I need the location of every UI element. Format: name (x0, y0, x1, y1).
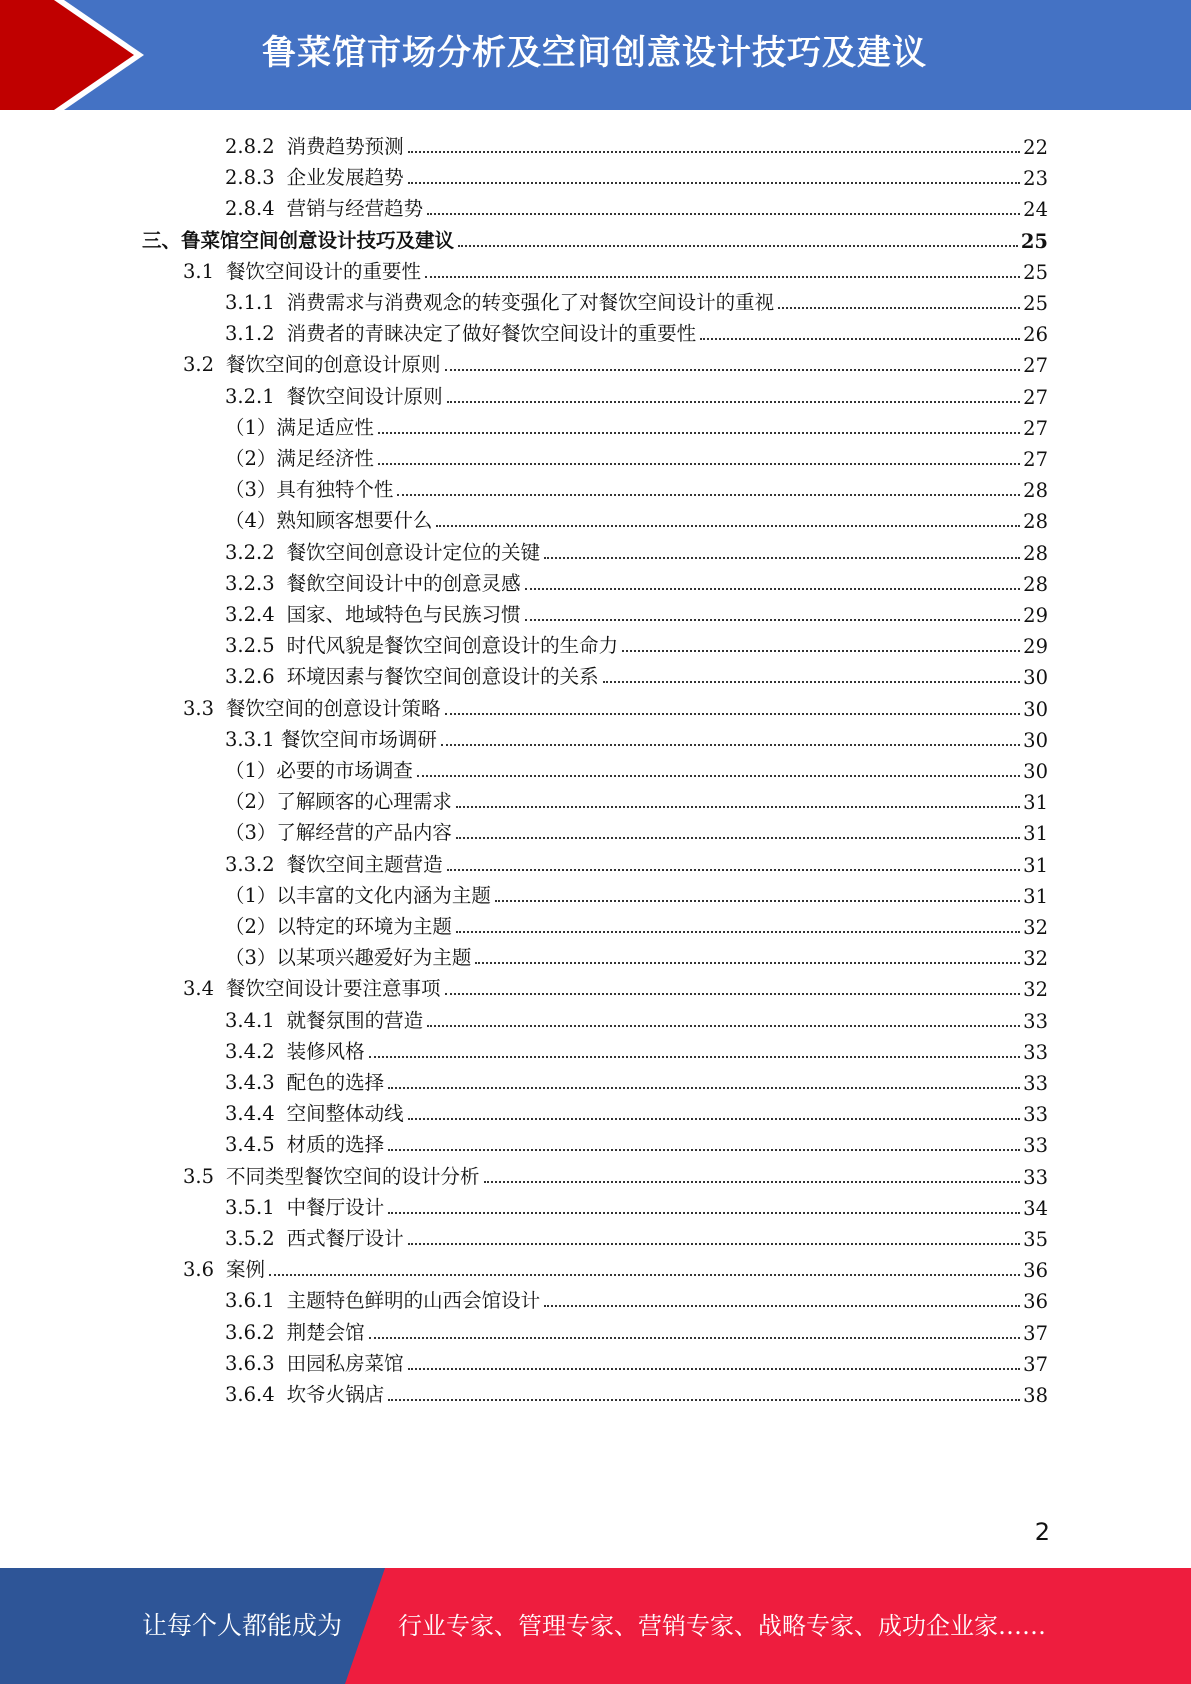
toc-entry[interactable] (225, 440, 1048, 471)
toc-dot-leader (427, 1024, 1020, 1027)
toc-entry-page: 31 (1023, 853, 1048, 877)
toc-entry-page: 38 (1023, 1384, 1048, 1407)
toc-entry[interactable] (225, 378, 1048, 409)
toc-entry-number: 3.4.3 (225, 1071, 275, 1094)
toc-dot-leader (427, 212, 1020, 215)
toc-entry-page: 32 (1023, 916, 1048, 939)
toc-entry-number: 3.3.2 (225, 852, 275, 876)
toc-dot-leader (369, 1055, 1021, 1058)
toc-entry[interactable] (225, 783, 1048, 814)
toc-entry-title: 主题特色鲜明的山西会馆设计 (286, 1289, 541, 1313)
toc-entry[interactable] (225, 627, 1048, 658)
toc-entry[interactable] (183, 1251, 1048, 1282)
toc-dot-leader (525, 618, 1021, 621)
toc-entry-page: 25 (1023, 292, 1048, 315)
toc-entry-title: 装修风格 (286, 1039, 365, 1063)
toc-entry-title: （4）熟知顾客想要什么 (225, 509, 433, 533)
header-title: 鲁菜馆市场分析及空间创意设计技巧及建议 (262, 33, 927, 73)
toc-entry-page: 28 (1023, 572, 1048, 596)
toc-entry-page: 28 (1023, 541, 1048, 565)
page-number: 2 (1034, 1518, 1050, 1546)
toc-entry-number: 2.8.3 (225, 166, 275, 190)
toc-entry[interactable] (225, 1220, 1048, 1251)
toc-entry-title: 材质的选择 (286, 1133, 385, 1157)
toc-entry-label (225, 568, 521, 596)
toc-entry[interactable] (183, 253, 1048, 284)
toc-entry-title: 不同类型餐饮空间的设计分析 (226, 1164, 480, 1188)
toc-entry-page: 32 (1023, 947, 1048, 971)
toc-entry-title: （2）以特定的环境为主题 (225, 915, 452, 938)
toc-entry-number: 3.5.1 (225, 1195, 275, 1219)
toc-entry-title: （1）以丰富的文化内涵为主题 (225, 883, 491, 907)
toc-dot-leader (622, 649, 1020, 652)
toc-dot-leader (458, 244, 1018, 247)
page-header (0, 0, 1191, 110)
toc-dot-leader (495, 899, 1020, 902)
toc-dot-leader (269, 1273, 1020, 1276)
toc-entry-label (225, 287, 774, 315)
toc-entry-title: 餐饮空间的创意设计策略 (226, 696, 441, 720)
toc-entry-label (183, 973, 441, 1001)
toc-dot-leader (447, 400, 1021, 403)
toc-entry-label (225, 1379, 384, 1407)
toc-entry-title: 营销与经营趋势 (286, 197, 424, 221)
toc-dot-leader (388, 1211, 1020, 1214)
toc-entry-title: 餐饮空间设计要注意事项 (226, 977, 441, 1001)
toc-entry[interactable] (225, 502, 1048, 533)
toc-entry[interactable] (225, 471, 1048, 502)
toc-entry-label (225, 443, 374, 471)
toc-entry-label (225, 1036, 365, 1064)
toc-entry-page: 29 (1023, 604, 1048, 627)
toc-entry-title: 中餐厅设计 (286, 1195, 385, 1219)
toc-entry-page: 36 (1023, 1259, 1048, 1283)
toc-entry[interactable] (225, 596, 1048, 627)
toc-entry-page: 33 (1023, 1009, 1048, 1033)
toc-entry-page: 25 (1020, 229, 1048, 253)
toc-entry-title: 消费需求与消费观念的转变强化了对餐饮空间设计的重视 (286, 291, 775, 314)
toc-entry-label (183, 349, 441, 377)
toc-entry-title: 餐饮空间设计的重要性 (226, 259, 422, 283)
toc-entry-number: 3.4.5 (225, 1133, 275, 1157)
toc-entry-page: 31 (1023, 822, 1048, 846)
toc-entry[interactable] (225, 1126, 1048, 1157)
toc-entry-number: 2.8.2 (225, 135, 275, 158)
toc-entry-title: 餐飲空间设计中的创意灵感 (286, 571, 521, 595)
toc-entry-title: 国家、地域特色与民族习惯 (286, 603, 521, 626)
toc-entry[interactable] (225, 128, 1048, 159)
toc-entry-label (183, 1254, 265, 1282)
toc-entry-page: 37 (1023, 1352, 1048, 1376)
toc-entry[interactable] (225, 721, 1048, 752)
toc-entry-title: （3）以某项兴趣爱好为主题 (225, 946, 472, 970)
toc-entry-page: 33 (1023, 1165, 1048, 1189)
toc-entry-page: 30 (1023, 697, 1048, 721)
page-footer (0, 1568, 1191, 1684)
toc-dot-leader (525, 587, 1021, 590)
toc-dot-leader (397, 493, 1020, 496)
toc-entry[interactable] (225, 1376, 1048, 1407)
toc-entry[interactable] (225, 1314, 1048, 1345)
toc-entry-title: 企业发展趋势 (286, 166, 404, 190)
toc-entry-number: 3.2.3 (225, 571, 275, 595)
toc-entry-label (225, 1285, 540, 1313)
toc-entry[interactable] (225, 315, 1048, 346)
toc-entry-title: 三、鲁菜馆空间创意设计技巧及建议 (142, 228, 455, 252)
toc-entry-number: 2.8.4 (225, 197, 275, 221)
toc-entry-number: 3.4.4 (225, 1102, 275, 1126)
toc-entry-title: （2）满足经济性 (225, 447, 374, 470)
toc-entry-number: 3.2.1 (225, 384, 275, 408)
toc-entry[interactable] (225, 752, 1048, 783)
toc-entry-number: 3.2.4 (225, 603, 275, 626)
toc-entry-title: 餐饮空间的创意设计原则 (226, 353, 441, 377)
toc-entry-page: 28 (1023, 510, 1048, 534)
toc-dot-leader (388, 1398, 1020, 1401)
toc-entry-number: 3.6.1 (225, 1289, 275, 1313)
toc-entry-number: 3.5.2 (225, 1227, 275, 1250)
toc-dot-leader (436, 524, 1020, 527)
toc-entry-label (225, 193, 423, 221)
toc-entry-page: 32 (1023, 978, 1048, 1002)
toc-entry-title: 坎爷火锅店 (286, 1383, 385, 1406)
toc-entry-number: 3.4.2 (225, 1039, 275, 1063)
toc-entry-page: 36 (1023, 1290, 1048, 1314)
toc-dot-leader (544, 1304, 1020, 1307)
toc-entry-label (225, 1067, 384, 1095)
toc-dot-leader (388, 1086, 1020, 1089)
toc-entry-label (225, 412, 374, 440)
toc-entry-page: 30 (1023, 728, 1048, 752)
toc-entry[interactable] (225, 1189, 1048, 1220)
toc-entry-title: 餐饮空间主题营造 (286, 852, 443, 876)
toc-entry-page: 23 (1023, 167, 1048, 191)
toc-entry-page: 35 (1023, 1228, 1048, 1251)
toc-entry-page: 33 (1023, 1072, 1048, 1095)
toc-entry-label (225, 1348, 404, 1376)
toc-entry-page: 33 (1023, 1040, 1048, 1064)
toc-dot-leader (456, 930, 1020, 933)
toc-entry[interactable] (183, 970, 1048, 1001)
toc-entry-title: 西式餐厅设计 (286, 1227, 404, 1250)
toc-dot-leader (408, 1117, 1021, 1120)
toc-entry-page: 27 (1023, 354, 1048, 378)
header-red-chevron (0, 0, 160, 110)
toc-entry[interactable] (225, 190, 1048, 221)
toc-entry-number: 3.2 (183, 353, 215, 377)
toc-entry-label (225, 630, 618, 658)
toc-entry[interactable] (225, 1095, 1048, 1126)
toc-entry-label (225, 1098, 404, 1126)
toc-dot-leader (445, 992, 1021, 995)
toc-entry-page: 29 (1023, 635, 1048, 659)
toc-dot-leader (408, 1242, 1021, 1245)
toc-dot-leader (441, 743, 1020, 746)
toc-entry-label (225, 1317, 365, 1345)
toc-entry-page: 22 (1023, 136, 1048, 159)
toc-entry-number: 3.6.3 (225, 1351, 275, 1375)
toc-entry-label (225, 318, 696, 346)
toc-entry-label (225, 131, 404, 159)
toc-entry-number: 3.1.1 (225, 291, 275, 314)
toc-dot-leader (425, 275, 1020, 278)
toc-dot-leader (603, 680, 1021, 683)
toc-entry-label (225, 505, 432, 533)
toc-entry-label (225, 162, 404, 190)
toc-dot-leader (417, 774, 1020, 777)
toc-entry-title: 荆楚会馆 (286, 1320, 365, 1344)
toc-entry-number: 3.6.4 (225, 1383, 275, 1406)
toc-entry[interactable] (225, 1345, 1048, 1376)
toc-entry-number: 3.6.2 (225, 1320, 275, 1344)
toc-dot-leader (408, 181, 1021, 184)
toc-entry-page: 27 (1023, 416, 1048, 440)
toc-entry-page: 33 (1023, 1103, 1048, 1127)
toc-entry-label (225, 755, 413, 783)
toc-entry[interactable] (225, 284, 1048, 315)
toc-entry[interactable] (225, 908, 1048, 939)
toc-dot-leader (445, 712, 1021, 715)
toc-entry-label (225, 537, 540, 565)
toc-entry-number: 3.5 (183, 1164, 215, 1188)
toc-entry-page: 33 (1023, 1134, 1048, 1158)
toc-entry[interactable] (225, 534, 1048, 565)
toc-entry-label (183, 693, 441, 721)
toc-entry[interactable] (142, 222, 1048, 253)
toc-dot-leader (484, 1180, 1021, 1183)
toc-entry[interactable] (225, 814, 1048, 845)
toc-dot-leader (456, 805, 1020, 808)
toc-entry-number: 3.2.5 (225, 634, 275, 658)
toc-entry-title: 田园私房菜馆 (286, 1351, 404, 1375)
toc-entry[interactable] (183, 690, 1048, 721)
toc-dot-leader (700, 337, 1020, 340)
toc-entry-label (183, 1161, 480, 1189)
toc-entry-label (225, 1129, 384, 1157)
toc-entry-number: 3.3 (183, 696, 215, 720)
toc-entry[interactable] (183, 346, 1048, 377)
toc-entry-page: 24 (1023, 198, 1048, 222)
toc-entry-label (225, 880, 491, 908)
toc-dot-leader (378, 462, 1020, 465)
toc-dot-leader (456, 836, 1020, 839)
toc-entry-page: 37 (1023, 1321, 1048, 1345)
toc-entry[interactable] (225, 159, 1048, 190)
toc-entry-title: 时代风貌是餐饮空间创意设计的生命力 (286, 634, 619, 658)
footer-slogan-left: 让每个人都能成为 (142, 1611, 343, 1640)
toc-entry-number: 3.1.2 (225, 322, 275, 346)
toc-dot-leader (544, 556, 1020, 559)
toc-entry-title: （3）了解经营的产品内容 (225, 821, 452, 845)
toc-entry-number: 3.4 (183, 977, 215, 1001)
toc-entry-title: 餐饮空间设计原则 (286, 384, 443, 408)
toc-entry[interactable] (225, 565, 1048, 596)
toc-entry-page: 30 (1023, 760, 1048, 783)
toc-dot-leader (475, 961, 1020, 964)
toc-entry-page: 34 (1023, 1196, 1048, 1220)
toc-entry[interactable] (225, 1282, 1048, 1313)
toc-entry-label (225, 849, 443, 877)
toc-entry-label (142, 225, 454, 253)
toc-entry[interactable] (225, 877, 1048, 908)
toc-entry-number: 3.4.1 (225, 1008, 275, 1032)
toc-entry-page: 30 (1023, 666, 1048, 690)
toc-entry-title: 就餐氛围的营造 (286, 1008, 424, 1032)
toc-entry-title: 配色的选择 (286, 1071, 385, 1094)
toc-entry-number: 3.2.6 (225, 665, 275, 689)
footer-slogan-right: 行业专家、管理专家、营销专家、战略专家、成功企业家…… (398, 1612, 1046, 1640)
toc-entry-page: 31 (1023, 791, 1048, 815)
toc-entry-title: 消费趋势预测 (286, 135, 404, 158)
toc-entry-page: 25 (1023, 260, 1048, 284)
toc-entry-title: （3）具有独特个性 (225, 478, 394, 502)
toc-entry[interactable] (225, 939, 1048, 970)
toc-entry-title: （1）必要的市场调查 (225, 759, 413, 782)
toc-entry[interactable] (225, 1033, 1048, 1064)
toc-dot-leader (369, 1336, 1021, 1339)
toc-entry-label (225, 911, 452, 939)
toc-entry-label (225, 786, 452, 814)
toc-entry-label (225, 817, 452, 845)
toc-entry-title: 3.3.1 餐饮空间市场调研 (225, 727, 437, 751)
toc-entry-label (225, 599, 521, 627)
toc-entry[interactable] (225, 1002, 1048, 1033)
toc-entry-label (225, 1005, 423, 1033)
toc-entry-page: 28 (1023, 479, 1048, 503)
toc-entry-title: （2）了解顾客的心理需求 (225, 790, 452, 814)
toc-dot-leader (408, 1367, 1021, 1370)
toc-entry[interactable] (225, 409, 1048, 440)
toc-entry-number: 3.1 (183, 259, 215, 283)
toc-dot-leader (378, 431, 1020, 434)
toc-entry-label (225, 1192, 384, 1220)
toc-entry-page: 26 (1023, 323, 1048, 347)
toc-entry-title: 案例 (226, 1258, 266, 1282)
toc-entry-label (183, 256, 421, 284)
toc-entry-label (225, 381, 443, 409)
toc-entry-title: 空间整体动线 (286, 1102, 404, 1126)
toc-entry-title: 消费者的青睐决定了做好餐饮空间设计的重要性 (286, 322, 697, 346)
toc-entry[interactable] (225, 1064, 1048, 1095)
toc-entry-title: 餐饮空间创意设计定位的关键 (286, 540, 541, 564)
toc-entry-label (225, 942, 471, 970)
toc-entry[interactable] (183, 1158, 1048, 1189)
toc-entry-label (225, 1223, 404, 1251)
toc-entry-label (225, 661, 599, 689)
toc-entry-page: 27 (1023, 385, 1048, 409)
toc-entry-page: 27 (1023, 448, 1048, 471)
toc-entry-page: 31 (1023, 884, 1048, 908)
toc-dot-leader (778, 306, 1020, 309)
toc-entry-number: 3.2.2 (225, 540, 275, 564)
toc-entry[interactable] (225, 658, 1048, 689)
toc-entry-title: 环境因素与餐饮空间创意设计的关系 (286, 665, 599, 689)
toc-dot-leader (445, 368, 1021, 371)
toc-entry-label (225, 724, 437, 752)
toc-dot-leader (388, 1148, 1020, 1151)
toc-entry-number: 3.6 (183, 1258, 215, 1282)
toc-dot-leader (447, 868, 1021, 871)
toc-entry-label (225, 474, 393, 502)
toc-entry-title: （1）满足适应性 (225, 415, 374, 439)
toc-entry[interactable] (225, 846, 1048, 877)
toc-dot-leader (408, 150, 1021, 153)
